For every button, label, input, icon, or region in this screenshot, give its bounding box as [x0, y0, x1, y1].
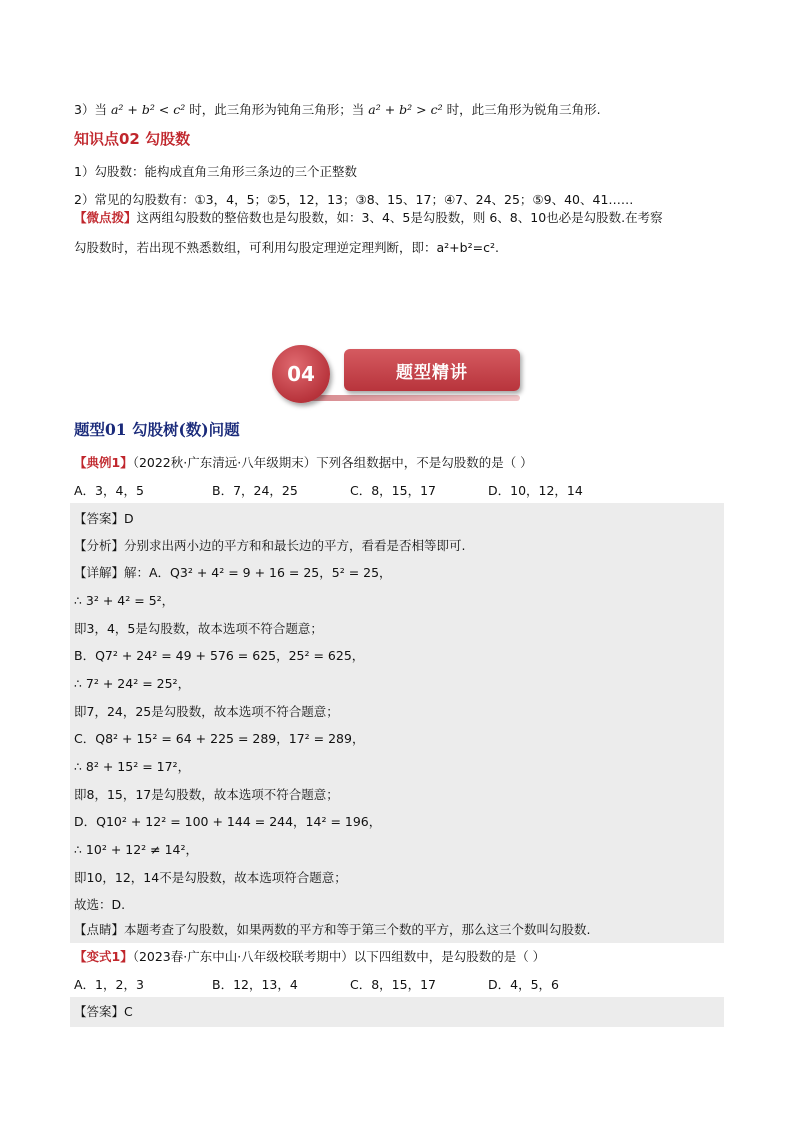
knowledge-item-1: 1）勾股数：能构成直角三角形三条边的三个正整数	[74, 164, 357, 179]
detail-line: B．Q7² + 24² = 49 + 576 = 625，25² = 625，	[74, 648, 365, 663]
detail-line: ∴ 7² + 24² = 25²，	[74, 676, 191, 691]
section-banner: 题型精讲	[344, 349, 520, 391]
option-b: B．12，13，4	[212, 977, 298, 992]
section-number-badge: 04	[272, 345, 330, 403]
analysis-text: 分别求出两小边的平方和和最长边的平方，看看是否相等即可.	[124, 538, 466, 553]
detail-line: 即10，12，14不是勾股数，故本选项符合题意；	[74, 870, 347, 885]
option-c: C．8，15，17	[350, 977, 436, 992]
example-text: （2022秋·广东清远·八年级期末）下列各组数据中，不是勾股数的是（ ）	[132, 455, 533, 470]
answer: 【答案】D	[74, 511, 134, 526]
analysis-label: 【分析】	[74, 538, 125, 553]
analysis	[74, 536, 466, 554]
intro-prefix: 3）当	[74, 102, 107, 117]
tip-text: 这两组勾股数的整倍数也是勾股数，如：3、4、5是勾股数，则 6、8、10也必是勾股数.在考察	[136, 210, 663, 225]
knowledge-tip	[74, 208, 663, 226]
detail-line: 故选：D.	[74, 897, 126, 912]
variant-text: （2023春·广东中山·八年级校联考期中）以下四组数中，是勾股数的是（ ）	[132, 949, 546, 964]
knowledge-item-2: 2）常见的勾股数有：①3，4，5；②5，12，13；③8、15、17；④7、24、25；⑤9、40、41……	[74, 192, 634, 207]
option-a: A．1，2，3	[74, 977, 144, 992]
variant-label: 【变式1】	[74, 949, 133, 964]
remark-label: 【点睛】	[74, 922, 125, 937]
detail-line: D．Q10² + 12² = 100 + 144 = 244，14² = 196，	[74, 814, 382, 829]
detail-line: ∴ 10² + 12² ≠ 14²，	[74, 842, 199, 857]
detail-line: 【详解】解：A．Q3² + 4² = 9 + 16 = 25，5² = 25，	[74, 565, 392, 580]
intro-end: 时，此三角形为锐角三角形.	[446, 102, 601, 117]
option-b: B．7，24，25	[212, 483, 298, 498]
tip-label: 【微点拨】	[74, 210, 137, 225]
section-heading: 题型01 勾股树(数)问题	[74, 420, 240, 439]
detail-line: C．Q8² + 15² = 64 + 225 = 289，17² = 289，	[74, 731, 365, 746]
intro-mid: 时，此三角形为钝角三角形；当	[189, 102, 365, 117]
example-label: 【典例1】	[74, 455, 133, 470]
detail-line: ∴ 8² + 15² = 17²，	[74, 759, 191, 774]
example-1-options	[74, 481, 626, 499]
detail-line: 即3，4，5是勾股数，故本选项不符合题意；	[74, 621, 323, 636]
remark-text: 本题考查了勾股数，如果两数的平方和等于第三个数的平方，那么这三个数叫勾股数.	[124, 922, 591, 937]
example-1-question	[74, 453, 533, 471]
intro-line-3	[74, 100, 601, 118]
banner-underline	[290, 395, 520, 401]
option-a: A．3，4，5	[74, 483, 144, 498]
variant-answer: 【答案】C	[74, 1004, 133, 1019]
option-c: C．8，15，17	[350, 483, 436, 498]
option-d: D．10，12，14	[488, 483, 583, 498]
detail-line: ∴ 3² + 4² = 5²，	[74, 593, 175, 608]
acute-condition: a² + b² > c²	[368, 102, 443, 117]
knowledge-heading: 知识点02 勾股数	[74, 130, 191, 148]
variant-answer-block	[70, 997, 724, 1027]
variant-1-question	[74, 947, 545, 965]
option-d: D．4，5，6	[488, 977, 559, 992]
obtuse-condition: a² + b² < c²	[110, 102, 186, 117]
detail-line: 即8，15，17是勾股数，故本选项不符合题意；	[74, 787, 339, 802]
remark	[74, 920, 591, 938]
detail-line: 即7，24，25是勾股数，故本选项不符合题意；	[74, 704, 339, 719]
variant-1-options	[74, 975, 626, 993]
knowledge-tip-2: 勾股数时，若出现不熟悉数组，可利用勾股定理逆定理判断，即：a²+b²=c².	[74, 240, 499, 255]
